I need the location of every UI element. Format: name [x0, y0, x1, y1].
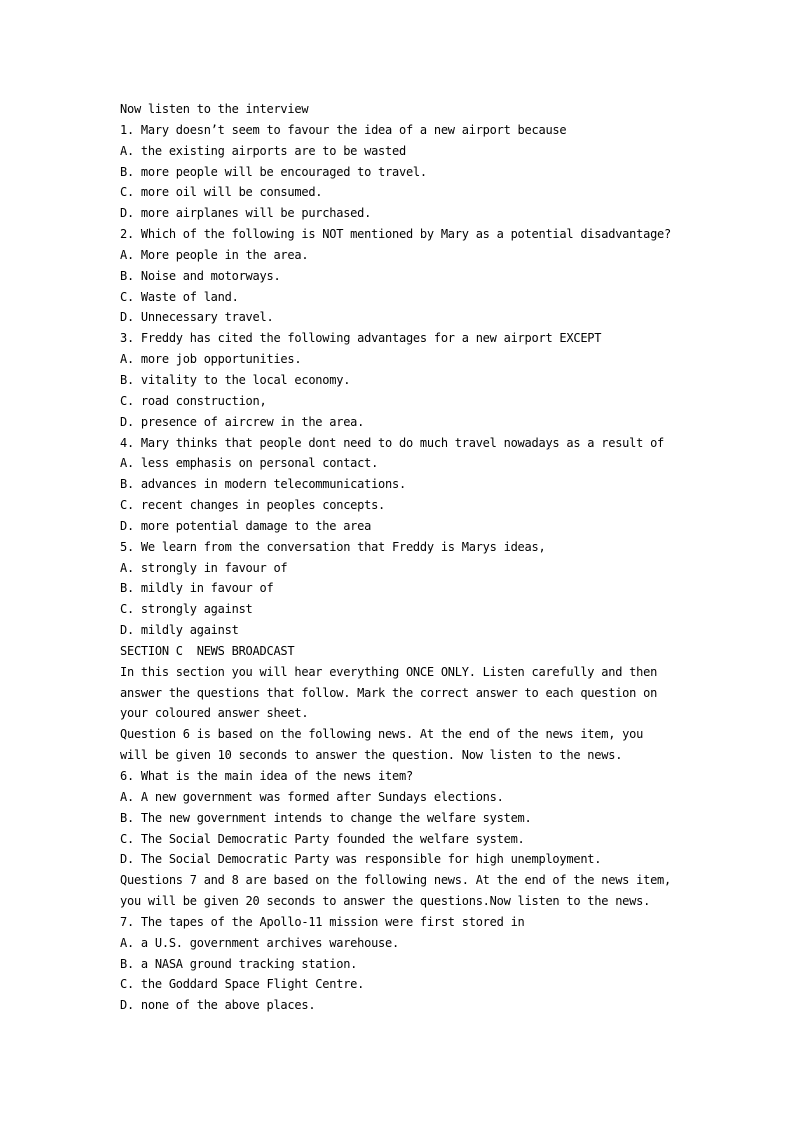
question-6: 6. What is the main idea of the news item? — [120, 769, 413, 783]
question-4: 4. Mary thinks that people dont need to do much travel nowadays as a result of — [120, 435, 665, 450]
text-line: Now listen to the interview — [120, 102, 309, 116]
question-1: 1. Mary doesn’t seem to favour the idea of a new airport because — [120, 122, 567, 137]
option-line: A. a U.S. government archives warehouse. — [120, 935, 399, 950]
option-line: A. less emphasis on personal contact. — [120, 456, 379, 471]
option-line: D. more potential damage to the area — [120, 518, 372, 533]
instruction-line: answer the questions that follow. Mark the correct answer to each question on — [120, 685, 658, 700]
instruction-line: Question 6 is based on the following news. At the end of the news item, you — [120, 727, 644, 742]
document-page — [120, 99, 680, 1016]
option-line: D. more airplanes will be purchased. — [120, 206, 372, 221]
option-line: A. More people in the area. — [120, 247, 309, 262]
question-7: 7. The tapes of the Apollo-11 mission were first stored in — [120, 914, 525, 929]
option-line: A. more job opportunities. — [120, 352, 302, 367]
instruction-line: In this section you will hear everything ONCE ONLY. Listen carefully and then — [120, 664, 658, 679]
option-line: B. a NASA ground tracking station. — [120, 956, 358, 971]
option-line: C. Waste of land. — [120, 289, 239, 304]
instruction-line: will be given 10 seconds to answer the question. Now listen to the news. — [120, 748, 623, 763]
option-line: D. mildly against — [120, 623, 239, 638]
option-line: C. the Goddard Space Flight Centre. — [120, 977, 365, 992]
instruction-line: you will be given 20 seconds to answer the questions.Now listen to the news. — [120, 894, 651, 909]
option-line: B. The new government intends to change the welfare system. — [120, 810, 532, 825]
option-line: A. A new government was formed after Sundays elections. — [120, 789, 504, 804]
option-line: A. the existing airports are to be wasted — [120, 143, 406, 158]
option-line: C. more oil will be consumed. — [120, 185, 323, 200]
option-line: A. strongly in favour of — [120, 560, 288, 575]
option-line: B. vitality to the local economy. — [120, 372, 351, 387]
option-line: D. presence of aircrew in the area. — [120, 414, 365, 429]
option-line: C. road construction, — [120, 393, 267, 408]
question-2: 2. Which of the following is NOT mentioned by Mary as a potential disadvantage? — [120, 227, 671, 242]
option-line: B. mildly in favour of — [120, 581, 274, 596]
option-line: B. advances in modern telecommunications. — [120, 477, 406, 492]
option-line: B. more people will be encouraged to travel. — [120, 164, 427, 179]
instruction-line: your coloured answer sheet. — [120, 706, 309, 721]
question-3: 3. Freddy has cited the following advantages for a new airport EXCEPT — [120, 331, 602, 346]
option-line: D. The Social Democratic Party was responsible for high unemployment. — [120, 852, 602, 867]
option-line: C. The Social Democratic Party founded the welfare system. — [120, 831, 525, 846]
option-line: B. Noise and motorways. — [120, 268, 281, 283]
question-5: 5. We learn from the conversation that Freddy is Marys ideas, — [120, 539, 546, 554]
option-line: C. strongly against — [120, 602, 253, 617]
instruction-line: Questions 7 and 8 are based on the following news. At the end of the news item, — [120, 873, 671, 888]
option-line: C. recent changes in peoples concepts. — [120, 498, 386, 513]
option-line: D. Unnecessary travel. — [120, 310, 274, 325]
section-heading: SECTION C NEWS BROADCAST — [120, 643, 295, 658]
option-line: D. none of the above places. — [120, 998, 316, 1013]
